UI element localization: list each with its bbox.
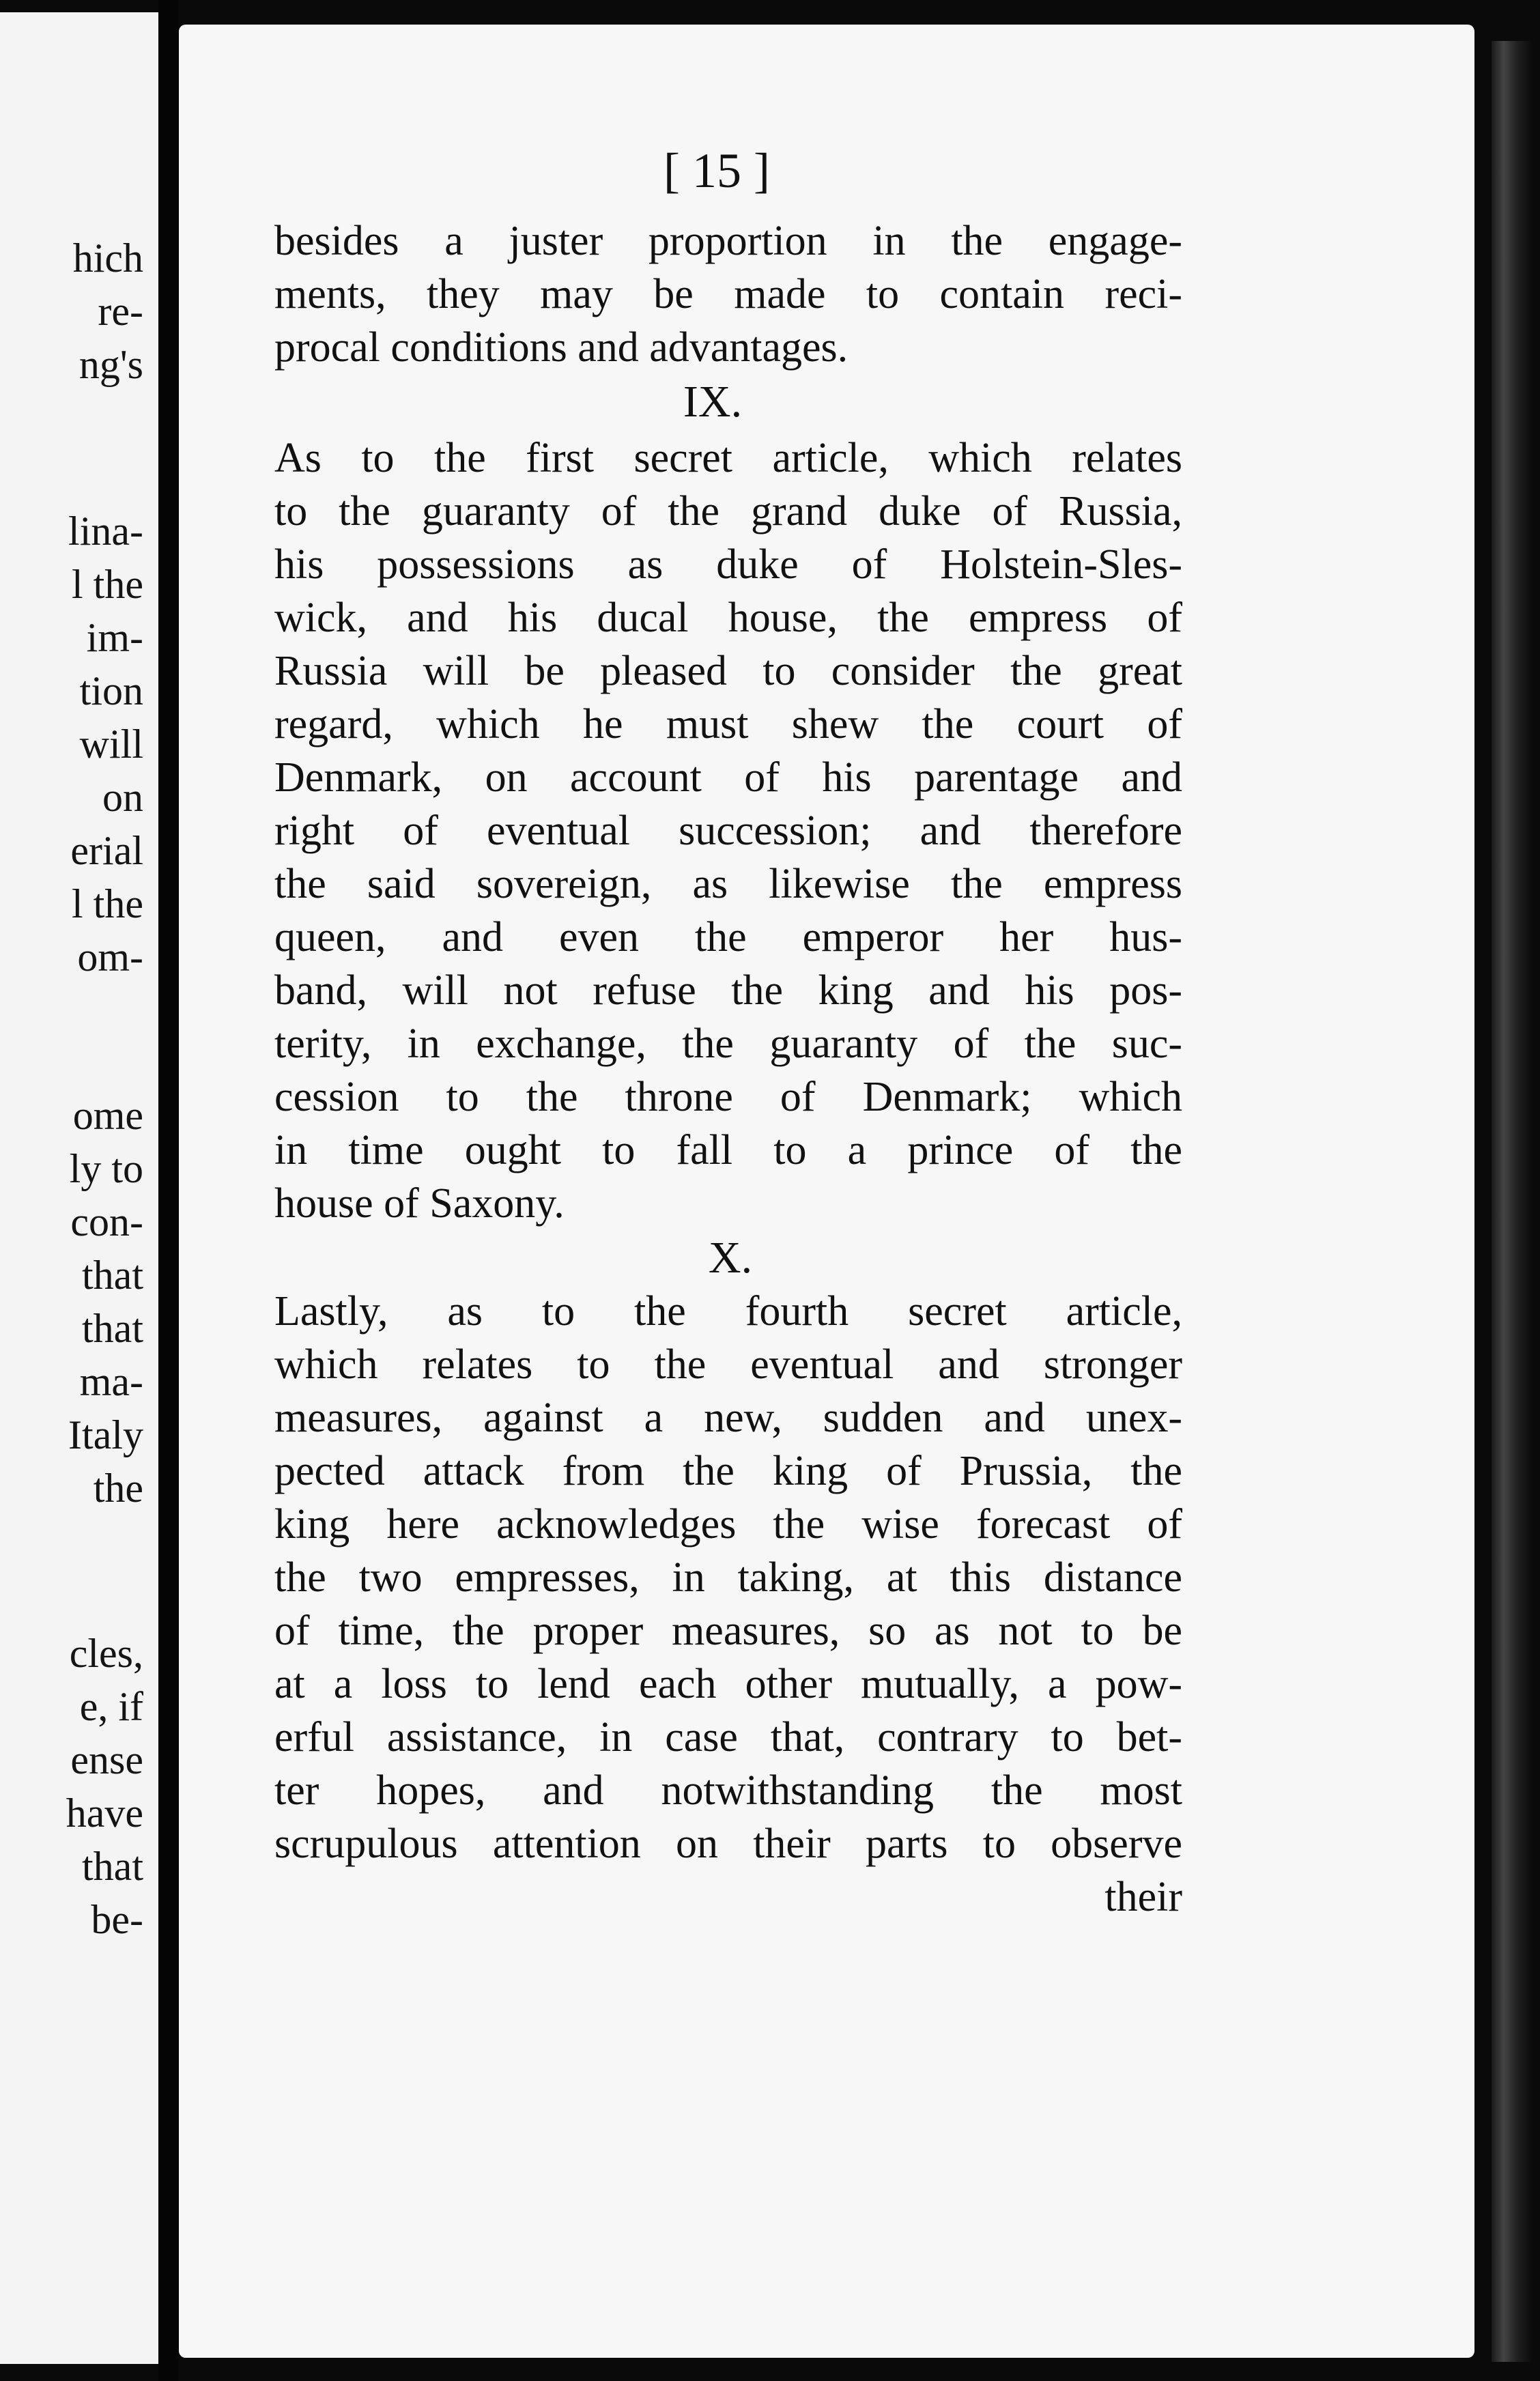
text-line: terity, in exchange, the guaranty of the suc- — [274, 1021, 1182, 1067]
text-line: regard, which he must shew the court of — [274, 701, 1182, 747]
left-page-line: om- — [77, 935, 143, 980]
text-line: band, will not refuse the king and his pos- — [274, 967, 1182, 1014]
text-line: erful assistance, in case that, contrary to bet- — [274, 1714, 1182, 1760]
text-line: ments, they may be made to contain reci- — [274, 271, 1182, 317]
text-line: wick, and his ducal house, the empress of — [274, 595, 1182, 641]
text-line: to the guaranty of the grand duke of Russia, — [274, 488, 1182, 534]
text-line: the two empresses, in taking, at this distance — [274, 1554, 1182, 1601]
left-page-line: hich — [72, 236, 143, 281]
left-page-line: tion — [79, 668, 143, 713]
catchword: their — [1104, 1874, 1182, 1920]
left-page-line: will — [79, 722, 143, 767]
text-line: of time, the proper measures, so as not to be — [274, 1608, 1182, 1654]
text-line: Denmark, on account of his parentage and — [274, 754, 1182, 801]
left-page-line: re- — [98, 289, 143, 334]
left-page-fragment — [0, 12, 158, 2364]
left-page-line: Italy — [68, 1412, 143, 1457]
text-line: the said sovereign, as likewise the empress — [274, 861, 1182, 907]
section-heading: IX. — [683, 377, 743, 427]
left-page-line: ense — [70, 1737, 143, 1782]
text-line: queen, and even the emperor her hus- — [274, 914, 1182, 960]
text-line: scrupulous attention on their parts to observe — [274, 1821, 1182, 1867]
text-line: which relates to the eventual and stronger — [274, 1341, 1182, 1388]
left-page-line: that — [82, 1253, 143, 1298]
left-page-line: have — [66, 1791, 143, 1836]
left-page-line: cles, — [69, 1631, 143, 1676]
text-line: procal conditions and advantages. — [274, 324, 849, 371]
left-page-line: on — [102, 775, 143, 820]
text-line: house of Saxony. — [274, 1180, 565, 1227]
book-edge — [1492, 41, 1532, 2362]
text-line: Russia will be pleased to consider the great — [274, 648, 1182, 694]
left-page-line: e, if — [79, 1684, 143, 1729]
text-line: in time ought to fall to a prince of the — [274, 1127, 1182, 1173]
left-page-line: l the — [72, 562, 143, 607]
left-page-line: the — [93, 1466, 143, 1511]
text-line: king here acknowledges the wise forecast of — [274, 1501, 1182, 1548]
left-page-line: lina- — [68, 509, 143, 554]
left-page-line: that — [82, 1844, 143, 1889]
text-line: right of eventual succession; and therefore — [274, 808, 1182, 854]
section-heading: X. — [708, 1233, 753, 1283]
left-page-line: ma- — [79, 1359, 143, 1404]
text-line: besides a juster proportion in the engage- — [274, 218, 1182, 264]
text-line: cession to the throne of Denmark; which — [274, 1074, 1182, 1120]
left-page-line: ly to — [69, 1146, 143, 1191]
book-gutter — [158, 0, 179, 2381]
page-number-header: [ 15 ] — [664, 143, 770, 198]
left-page-line: con- — [70, 1199, 143, 1244]
text-line: ter hopes, and notwithstanding the most — [274, 1767, 1182, 1814]
text-line: pected attack from the king of Prussia, the — [274, 1448, 1182, 1494]
text-line: measures, against a new, sudden and unex- — [274, 1395, 1182, 1441]
left-page-line: ome — [72, 1093, 143, 1138]
left-page-line: that — [82, 1306, 143, 1351]
left-page-line: be- — [91, 1897, 143, 1942]
text-line: As to the first secret article, which relates — [274, 435, 1182, 481]
left-page-line: ng's — [79, 342, 143, 387]
text-line: Lastly, as to the fourth secret article, — [274, 1288, 1182, 1335]
left-page-line: l the — [72, 881, 143, 926]
left-page-line: erial — [70, 828, 143, 873]
text-line: his possessions as duke of Holstein-Sles- — [274, 541, 1182, 588]
left-page-line: im- — [86, 615, 143, 660]
text-line: at a loss to lend each other mutually, a pow- — [274, 1661, 1182, 1707]
